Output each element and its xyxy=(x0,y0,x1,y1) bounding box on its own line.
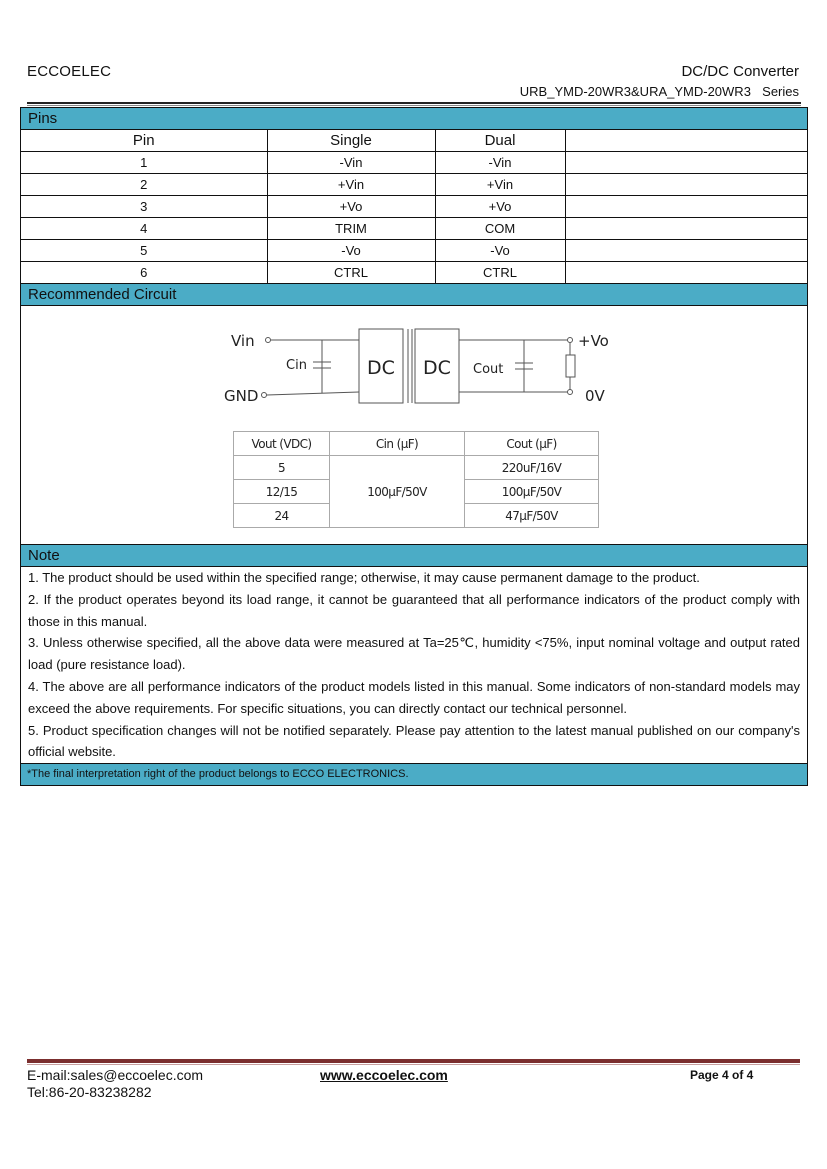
pin-dual: +Vo xyxy=(435,196,565,218)
pin-dual: -Vin xyxy=(435,152,565,174)
pin-dual: -Vo xyxy=(435,240,565,262)
gnd-terminal xyxy=(262,393,267,398)
pin-single: TRIM xyxy=(267,218,435,240)
load-resistor xyxy=(566,355,575,377)
circuit-section-title: Recommended Circuit xyxy=(21,284,807,306)
circuit-diagram xyxy=(21,306,807,426)
vout-value: 5 xyxy=(234,456,330,480)
vout-value: 12/15 xyxy=(234,480,330,504)
table-row xyxy=(21,152,807,174)
cout-label: Cout xyxy=(473,362,504,377)
pin-single: +Vin xyxy=(267,174,435,196)
pin-dual: COM xyxy=(435,218,565,240)
footer-page-number: Page 4 of 4 xyxy=(690,1068,754,1082)
cin-value: 100µF/50V xyxy=(330,456,465,528)
zero-v-label: 0V xyxy=(585,387,605,405)
pin-number: 5 xyxy=(21,240,267,262)
note-item: 3. Unless otherwise specified, all the above data were measured at Ta=25℃, humidity <75%, input nominal voltage and output rated load (pure resistance load). xyxy=(28,635,800,673)
pin-extra xyxy=(565,218,807,240)
pin-number: 6 xyxy=(21,262,267,284)
pin-extra xyxy=(565,196,807,218)
footer-tel: Tel:86-20-83238282 xyxy=(27,1084,152,1100)
header-series: URB_YMD-20WR3&URA_YMD-20WR3 Series xyxy=(519,84,799,99)
capacitor-table xyxy=(233,431,599,528)
footer-website-link[interactable]: www.eccoelec.com xyxy=(320,1067,448,1083)
pin-dual: +Vin xyxy=(435,174,565,196)
note-item: 4. The above are all performance indicators of the product models listed in this manual. Some indicators of non-standard models may exceed the above requirements. For specific situations, you can directly contact our technical personnel. xyxy=(28,678,800,716)
column-header: Pin xyxy=(21,130,267,152)
gnd-label: GND xyxy=(224,387,259,405)
note-item: 5. Product specification changes will not be notified separately. Please pay attention to the latest manual published on our company's official website. xyxy=(28,722,800,760)
note-item: 1. The product should be used within the specified range; otherwise, it may cause permanent damage to the product. xyxy=(28,570,700,585)
pin-extra xyxy=(565,240,807,262)
dc-output-label: DC xyxy=(423,357,451,379)
column-header: Cin (µF) xyxy=(330,432,465,456)
column-header: Cout (µF) xyxy=(465,432,599,456)
notes-list xyxy=(21,567,807,764)
note-section-title: Note xyxy=(21,545,807,567)
capacitor-table-header xyxy=(234,432,599,456)
note-item: 2. If the product operates beyond its load range, it cannot be guaranteed that all performance indicators of the product comply with those in this manual. xyxy=(28,591,800,629)
pins-table-header xyxy=(21,130,807,152)
table-row xyxy=(21,218,807,240)
pin-dual: CTRL xyxy=(435,262,565,284)
vin-terminal xyxy=(266,338,271,343)
recommended-circuit xyxy=(21,306,807,545)
pins-table xyxy=(21,130,807,284)
column-header xyxy=(565,130,807,152)
header-brand: ECCOELEC xyxy=(27,63,112,80)
pin-single: CTRL xyxy=(267,262,435,284)
pin-number: 1 xyxy=(21,152,267,174)
header-rule-thin xyxy=(27,105,801,106)
datasheet-frame xyxy=(20,107,808,786)
header-product-type: DC/DC Converter xyxy=(681,63,799,80)
table-row xyxy=(234,456,599,480)
column-header: Vout (VDC) xyxy=(234,432,330,456)
gnd-wire xyxy=(267,392,359,395)
pin-single: +Vo xyxy=(267,196,435,218)
table-row xyxy=(21,240,807,262)
disclaimer: *The final interpretation right of the product belongs to ECCO ELECTRONICS. xyxy=(21,764,807,786)
table-row xyxy=(21,262,807,284)
vout-value: 24 xyxy=(234,504,330,528)
pin-extra xyxy=(565,174,807,196)
column-header: Single xyxy=(267,130,435,152)
table-row xyxy=(21,196,807,218)
vo-label: +Vo xyxy=(578,332,609,350)
cout-value: 220uF/16V xyxy=(465,456,599,480)
footer-email: E-mail:sales@eccoelec.com xyxy=(27,1067,204,1083)
footer-rule xyxy=(27,1059,800,1063)
cin-label: Cin xyxy=(286,358,307,373)
cout-value: 47µF/50V xyxy=(465,504,599,528)
pin-single: -Vin xyxy=(267,152,435,174)
vin-label: Vin xyxy=(231,332,255,350)
pin-number: 4 xyxy=(21,218,267,240)
header-rule xyxy=(27,102,801,104)
pin-number: 3 xyxy=(21,196,267,218)
pin-single: -Vo xyxy=(267,240,435,262)
vo-terminal xyxy=(568,338,573,343)
pin-number: 2 xyxy=(21,174,267,196)
pin-extra xyxy=(565,152,807,174)
dc-input-label: DC xyxy=(367,357,395,379)
table-row xyxy=(21,174,807,196)
pins-section-title: Pins xyxy=(21,108,807,130)
column-header: Dual xyxy=(435,130,565,152)
cout-value: 100µF/50V xyxy=(465,480,599,504)
zero-v-terminal xyxy=(568,390,573,395)
pin-extra xyxy=(565,262,807,284)
footer-rule-thin xyxy=(27,1064,800,1065)
